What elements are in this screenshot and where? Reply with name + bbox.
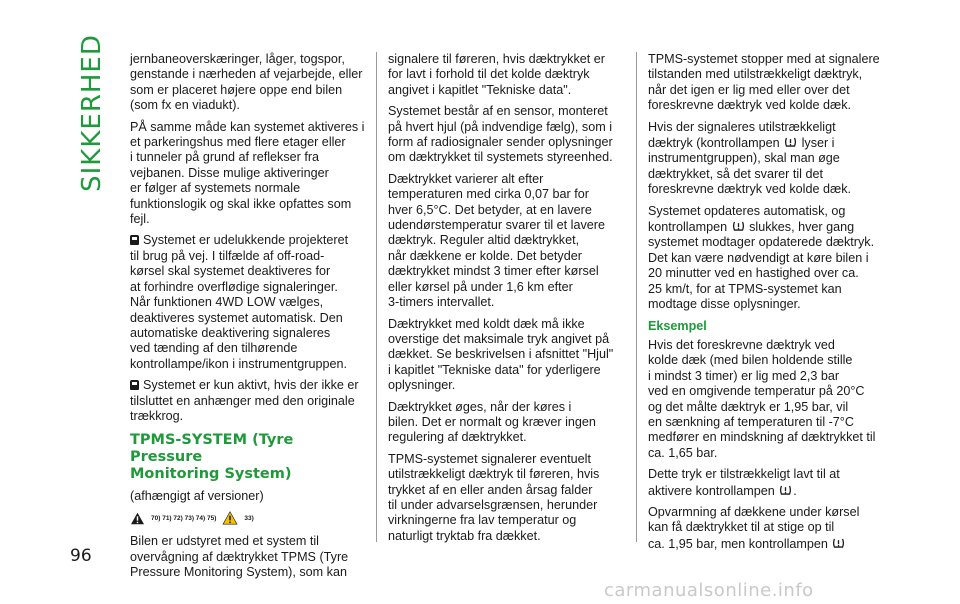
paragraph-text: Systemet opdateres automatisk, og kontrollampen [648, 203, 846, 235]
paragraph: Dæktrykket varierer alt efter temperaturen med cirka 0,07 bar for hver 6,5°C. Det betyder, at en lavere udendørstemperatur svarer til et lavere dæktryk. Reguler altid dæktrykket, når dækkene er kolde. Det betyder dæktrykket mindst 3 timer efter kørsel eller kørsel på under 1,6 km efter 3-timers intervallet. [388, 171, 605, 310]
paragraph-text: Systemet er kun aktivt, hvis der ikke er tilsluttet en anhænger med den originale trækkrog. [130, 378, 359, 423]
warning-reference-codes: 70) 71) 72) 73) 74) 75) [151, 514, 217, 522]
yellow-warning-triangle-icon [222, 511, 238, 525]
tpms-warning-lamp-icon [832, 536, 845, 550]
section-title: SIKKERHED [77, 34, 108, 192]
tpms-warning-lamp-icon [784, 135, 797, 149]
warning-references [130, 511, 370, 526]
paragraph [648, 120, 888, 198]
paragraph: Bilen er udstyret med et system til overvågning af dæktrykket TPMS (Tyre Pressure Monitoring System), som kan [130, 534, 349, 579]
variant-note: (afhængigt af versioner) [130, 489, 264, 504]
book-reference-icon [130, 380, 139, 390]
paragraph: signalere til føreren, hvis dæktrykket er for lavt i forhold til det kolde dæktryk angivet i kapitlet "Tekniske data". [388, 52, 605, 97]
column-divider [376, 52, 377, 542]
paragraph: TPMS-systemet stopper med at signalere tilstanden med utilstrækkeligt dæktryk, når det igen er lig med eller over det foreskrevne dæktryk ved kolde dæk. [648, 52, 880, 113]
text-column-3 [648, 52, 888, 558]
caution-reference-code: 33) [244, 514, 254, 522]
section-heading: TPMS-SYSTEM (Tyre Pressure Monitoring System) [130, 432, 294, 483]
watermark: carmanualsonline.info [604, 580, 814, 601]
book-reference-icon [130, 235, 139, 245]
tpms-warning-lamp-icon [779, 483, 792, 497]
paragraph-text: slukkes, hver gang systemet modtager opdaterede dæktryk. Det kan være nødvendigt at køre bilen i 20 minutter ved en hastighed over ca. 25 km/t, for at TPMS-systemet kan modtage disse oplysninger. [648, 220, 875, 312]
paragraph [648, 204, 888, 313]
paragraph-text: Dette tryk er tilstrækkeligt lavt til at aktivere kontrollampen [648, 467, 840, 498]
paragraph: Systemet består af en sensor, monteret på hvert hjul (på indvendige fælg), som i form af radiosignaler sender oplysninger om dæktrykket til systemets styreenhed. [388, 104, 613, 165]
paragraph [648, 505, 888, 552]
section-title-vertical [74, 34, 110, 192]
text-column-2 [388, 52, 628, 550]
example-heading: Eksempel [648, 318, 707, 333]
warning-triangle-icon [130, 512, 145, 525]
paragraph [648, 467, 888, 499]
bullet-paragraph [130, 378, 370, 424]
paragraph: TPMS-systemet signalerer eventuelt utilstrækkeligt dæktryk til føreren, hvis trykket af en eller anden årsag falder til under advarselsgrænsen, herunder virkningerne fra lav temperatur og naturligt tryktab fra dækket. [388, 451, 600, 543]
paragraph-text: . [793, 483, 797, 498]
paragraph: Dæktrykket med koldt dæk må ikke overstige det maksimale tryk angivet på dækket. Se beskrivelsen i afsnittet "Hjul" i kapitlet "Tekniske data" for yderligere oplysninger. [388, 316, 614, 393]
paragraph-text: lyser i instrumentgruppen), skal man øge dæktrykket, så det svarer til det foreskrevne dæktryk ved kolde dæk. [648, 136, 851, 197]
paragraph-text: Hvis der signaleres utilstrækkeligt dæktryk (kontrollampen [648, 119, 836, 151]
paragraph: Dæktrykket øges, når der køres i bilen. Det er normalt og kræver ingen regulering af dæktrykket. [388, 399, 596, 445]
text-column-1 [130, 52, 370, 586]
column-divider [636, 52, 637, 542]
paragraph: Hvis det foreskrevne dæktryk ved kolde dæk (med bilen holdende stille i mindst 3 timer) er lig med 2,3 bar ved en omgivende temperatur på 20°C og det målte dæktryk er 1,95 bar, vil en sænkning af temperaturen til -7°C medfører en mindskning af dæktrykket til ca. 1,65 bar. [648, 337, 876, 460]
paragraph: PÅ samme måde kan systemet aktiveres i et parkeringshus med flere etager eller i tunneler på grund af reflekser fra vejbanen. Disse mulige aktiveringer er følger af systemets normale funktionslogik og skal ikke opfattes som fejl. [130, 119, 365, 227]
page-number: 96 [70, 546, 92, 566]
paragraph-text: Systemet er udelukkende projekteret til brug på vej. I tilfælde af off-road- kørsel skal systemet deaktiveres for at forhindre overflødige signaleringer. Når funktionen 4WD LOW vælges, deaktiveres systemet automatisk. Den automatiske deaktivering signaleres ved tænding af den tilhørende kontrollampe/ikon i instrumentgruppen. [130, 233, 349, 371]
paragraph: jernbaneoverskæringer, låger, togspor, genstande i nærheden af vejarbejde, eller som er placeret højere oppe end bilen (som fx en viadukt). [130, 52, 363, 113]
paragraph-text: Opvarmning af dækkene under kørsel kan få dæktrykket til at stige op til ca. 1,95 bar, men kontrollampen [648, 504, 860, 551]
tpms-warning-lamp-icon [732, 219, 745, 233]
bullet-paragraph [130, 233, 370, 372]
